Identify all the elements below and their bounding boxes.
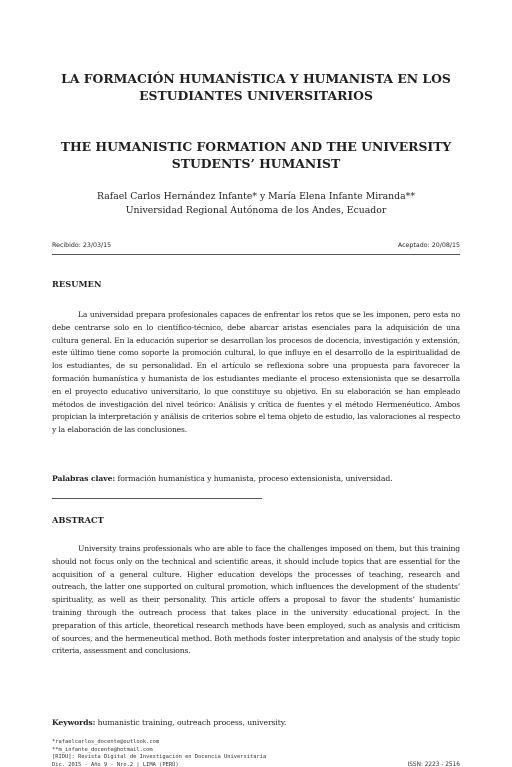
resumen-heading: RESUMEN xyxy=(52,279,102,289)
resumen-text: La universidad prepara profesionales capaces de enfrentar los retos que se les imponen, pero esta no debe centrarse solo en lo científico-técnico, debe abarcar aristas esenciales para la adquisición de una cultura general. En la educación superior se desarrollan los procesos de docencia, investigación y extensión, este último tiene como soporte la promoción cultural, lo que influye en el desarrollo de la espiritualidad de los estudiantes, de su personalidad. En el artículo se reflexiona sobre una propuesta para favorecer la formación humanística y humanista de los estudiantes mediante el proceso extensionista que se desarrolla en el proyecto educativo universitario, lo que constituye su objetivo. En su elaboración se han empleado métodos de investigación del nivel teórico: Análisis y crítica de fuentes y el método Hermenéutico. Ambos propician la interpretación y análisis de criterios sobre el tema objeto de estudio, las valoraciones al respecto y la elaboración de las conclusiones. xyxy=(52,310,460,435)
abstract-text: University trains professionals who are able to face the challenges imposed on them, but this training should not focus only on the technical and scientific areas, it should include topics that are essential for the acquisition of a general culture. Higher education develops the processes of teaching, research and outreach, the latter one supported on cultural promotion, which influences the development of the students’ spirituality, as well as their personality. This article offers a proposal to favor the students’ humanistic training through the outreach process that takes place in the university educational project. In the preparation of this article, theoretical research methods have been employed, such as analysis and criticism of sources, and the hermeneutical method. Both methods foster interpretation and analysis of the study topic criteria, assessment and conclusions. xyxy=(52,544,460,656)
keywords-spanish xyxy=(52,473,460,484)
section-divider xyxy=(52,498,262,499)
received-date: Recibido: 23/03/15 xyxy=(52,242,112,249)
footer-email-2: **m_infante_docente@hotmail.com xyxy=(52,746,153,753)
accepted-date: Aceptado: 20/08/15 xyxy=(397,242,460,249)
keywords-spanish-list: formación humanística y humanista, proceso extensionista, universidad. xyxy=(115,474,393,483)
author-names: Rafael Carlos Hernández Infante* y María Elena Infante Miranda** xyxy=(97,191,415,202)
page-footer xyxy=(52,739,460,767)
footer-issn: ISSN: 2223 - 2516 xyxy=(407,761,460,767)
abstract-heading: ABSTRACT xyxy=(52,515,104,525)
title-spanish: LA FORMACIÓN HUMANÍSTICA Y HUMANISTA EN LOS ESTUDIANTES UNIVERSITARIOS xyxy=(61,71,451,103)
author-block xyxy=(40,190,472,218)
title-english: THE HUMANISTIC FORMATION AND THE UNIVERSITY STUDENTS’ HUMANIST xyxy=(60,139,452,171)
footer-email-1: *rafaelcarlos_docente@outlook.com xyxy=(52,739,160,745)
keywords-english xyxy=(52,717,460,728)
keywords-english-list: humanistic training, outreach process, university. xyxy=(95,718,287,727)
keywords-spanish-label: Palabras clave: xyxy=(52,474,116,483)
keywords-english-label: Keywords: xyxy=(52,718,96,727)
header-divider xyxy=(52,254,460,255)
footer-journal: [RIDU]: Revista Digital de Investigación en Docencia Universitaria xyxy=(52,754,267,761)
author-affiliation: Universidad Regional Autónoma de los Andes, Ecuador xyxy=(125,205,387,216)
footer-issue: Dic. 2015 - Año 9 - Nro.2 | LIMA (PERÚ) xyxy=(52,761,179,767)
